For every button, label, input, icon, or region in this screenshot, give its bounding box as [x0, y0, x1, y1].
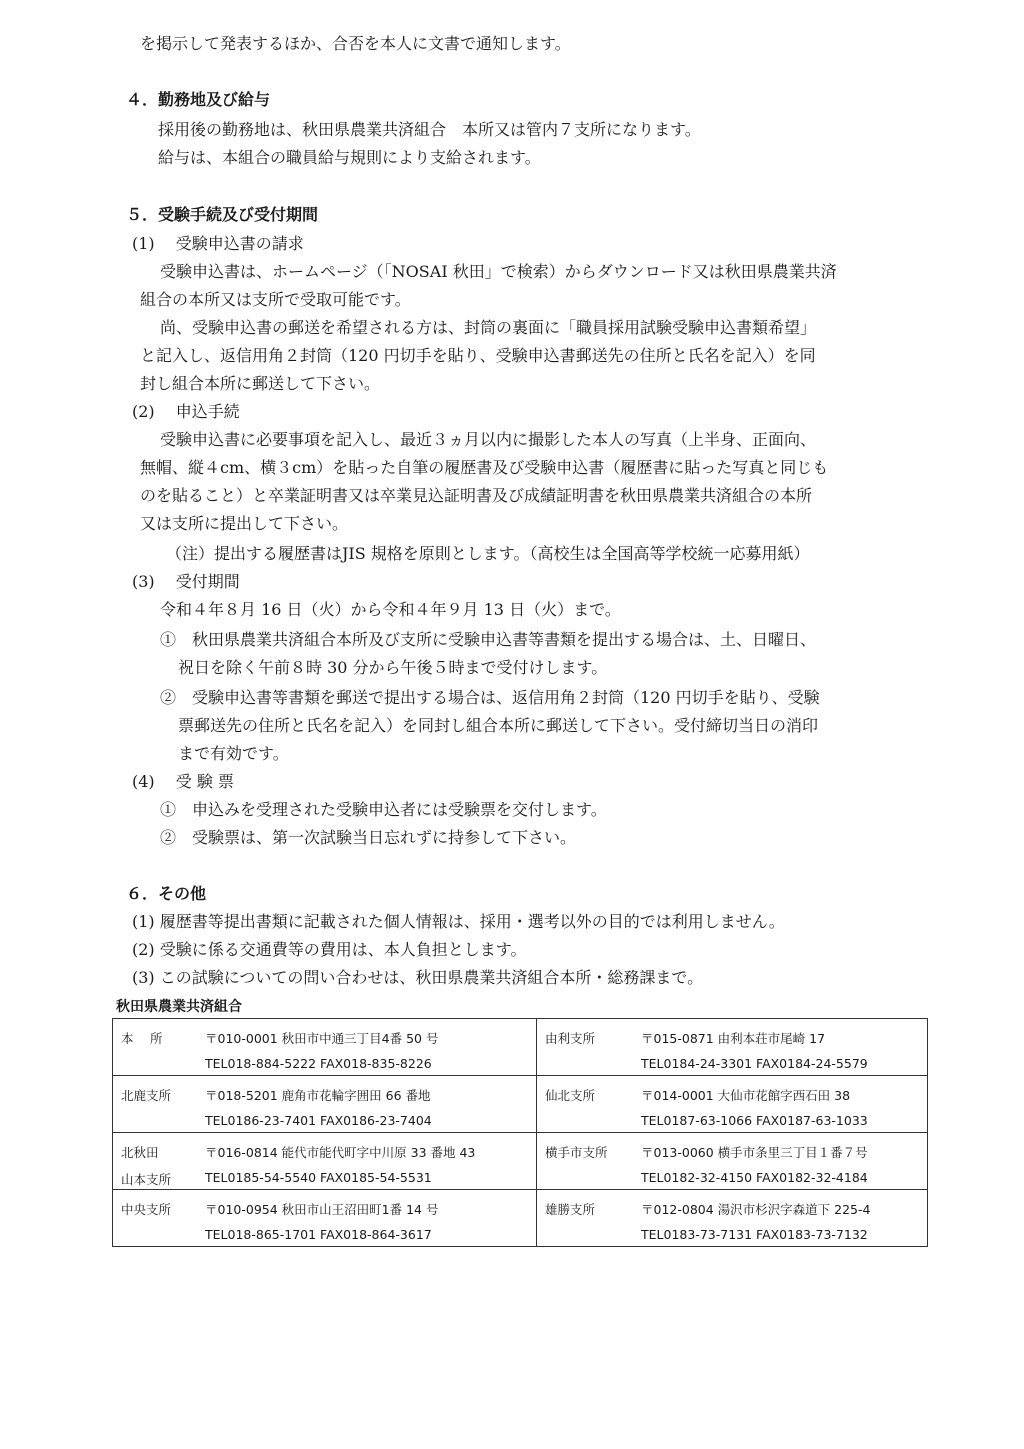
office-phone-fax: TEL0182-32-4150 FAX0182-32-4184	[641, 1170, 868, 1185]
office-name: 中央支所	[121, 1202, 172, 1217]
office-address: 〒014-0001 大仙市花館字西石田 38	[641, 1088, 851, 1103]
office-address: 〒010-0001 秋田市中通三丁目4番 50 号	[205, 1031, 439, 1046]
subsection-3-line: 祝日を除く午前８時 30 分から午後５時まで受付けします。	[178, 658, 608, 677]
office-name: 横手市支所	[545, 1145, 608, 1160]
office-cell	[113, 1133, 537, 1190]
office-name-line-2: 山本支所	[121, 1172, 172, 1187]
section-6-line: (3) この試験についての問い合わせは、秋田県農業共済組合本所・総務課まで。	[132, 968, 704, 987]
office-address: 〒012-0804 湯沢市杉沢字森道下 225-4	[641, 1202, 871, 1217]
office-address: 〒015-0871 由利本荘市尾崎 17	[641, 1031, 826, 1046]
subsection-4-line: ② 受験票は、第一次試験当日忘れずに持参して下さい。	[160, 828, 577, 847]
office-address: 〒018-5201 鹿角市花輪字囲田 66 番地	[205, 1088, 431, 1103]
subsection-4-line: ① 申込みを受理された受験申込者には受験票を交付します。	[160, 800, 607, 819]
subsection-1-line: 受験申込書は、ホームページ（「NOSAI 秋田」で検索）からダウンロード又は秋田県農業共済	[160, 262, 837, 281]
office-cell	[537, 1019, 928, 1076]
subsection-1-line: と記入し、返信用角２封筒（120 円切手を貼り、受験申込書郵送先の住所と氏名を記入）を同	[140, 346, 816, 365]
table-row	[113, 1076, 928, 1133]
subsection-1-line: 封し組合本所に郵送して下さい。	[140, 374, 381, 393]
office-cell	[113, 1019, 537, 1076]
section-4-line: 給与は、本組合の職員給与規則により支給されます。	[158, 148, 541, 167]
office-phone-fax: TEL018-884-5222 FAX018-835-8226	[205, 1056, 432, 1071]
table-row	[113, 1190, 928, 1247]
subsection-3-line: ① 秋田県農業共済組合本所及び支所に受験申込書等書類を提出する場合は、土、日曜日、	[160, 630, 817, 649]
office-cell	[537, 1190, 928, 1247]
office-contact-table	[112, 1018, 928, 1247]
intro-continuation: を掲示して発表するほか、合否を本人に文書で通知します。	[140, 34, 571, 53]
office-phone-fax: TEL0183-73-7131 FAX0183-73-7132	[641, 1227, 868, 1242]
office-phone-fax: TEL0186-23-7401 FAX0186-23-7404	[205, 1113, 432, 1128]
office-address: 〒016-0814 能代市能代町字中川原 33 番地 43	[205, 1145, 476, 1160]
subsection-3-line: まで有効です。	[178, 744, 289, 763]
office-name: 北鹿支所	[121, 1088, 172, 1103]
subsection-1-label: (1) 受験申込書の請求	[132, 234, 304, 253]
subsection-2-note: （注）提出する履歴書はJIS 規格を原則とします。（高校生は全国高等学校統一応募用紙）	[166, 544, 810, 563]
office-phone-fax: TEL0187-63-1066 FAX0187-63-1033	[641, 1113, 868, 1128]
office-phone-fax: TEL0184-24-3301 FAX0184-24-5579	[641, 1056, 868, 1071]
table-row	[113, 1019, 928, 1076]
office-cell	[537, 1076, 928, 1133]
office-cell	[537, 1133, 928, 1190]
subsection-3-line: 票郵送先の住所と氏名を記入）を同封し組合本所に郵送して下さい。受付締切当日の消印	[178, 716, 819, 735]
office-name: 仙北支所	[545, 1088, 596, 1103]
subsection-2-line: のを貼ること）と卒業証明書又は卒業見込証明書及び成績証明書を秋田県農業共済組合の本所	[140, 486, 813, 505]
organization-name: 秋田県農業共済組合	[116, 999, 242, 1015]
subsection-2-label: (2) 申込手続	[132, 402, 240, 421]
section-6-line: (1) 履歴書等提出書類に記載された個人情報は、採用・選考以外の目的では利用しません。	[132, 912, 785, 931]
office-cell	[113, 1076, 537, 1133]
section-5-heading: ５．受験手続及び受付期間	[126, 205, 319, 224]
section-4-line: 採用後の勤務地は、秋田県農業共済組合 本所又は管内７支所になります。	[158, 120, 701, 139]
table-row	[113, 1133, 928, 1190]
subsection-1-line: 尚、受験申込書の郵送を希望される方は、封筒の裏面に「職員採用試験受験申込書類希望」	[160, 318, 817, 337]
office-name: 由利支所	[545, 1031, 596, 1046]
subsection-3-line: 令和４年８月 16 日（火）から令和４年９月 13 日（火）まで。	[160, 600, 621, 619]
subsection-3-line: ② 受験申込書等書類を郵送で提出する場合は、返信用角２封筒（120 円切手を貼り、受験	[160, 688, 820, 707]
subsection-3-label: (3) 受付期間	[132, 572, 240, 591]
office-name: 北秋田	[121, 1145, 159, 1160]
office-name: 雄勝支所	[545, 1202, 596, 1217]
office-address: 〒013-0060 横手市条里三丁目１番７号	[641, 1145, 868, 1160]
office-phone-fax: TEL018-865-1701 FAX018-864-3617	[205, 1227, 432, 1242]
office-name: 本 所	[121, 1031, 163, 1046]
section-6-line: (2) 受験に係る交通費等の費用は、本人負担とします。	[132, 940, 527, 959]
office-phone-fax: TEL0185-54-5540 FAX0185-54-5531	[205, 1170, 432, 1185]
subsection-2-line: 又は支所に提出して下さい。	[140, 514, 349, 533]
subsection-2-line: 無帽、縦４cm、横３cm）を貼った自筆の履歴書及び受験申込書（履歴書に貼った写真と同じも	[140, 458, 829, 477]
section-6-heading: ６．その他	[126, 884, 207, 903]
subsection-1-line: 組合の本所又は支所で受取可能です。	[140, 290, 411, 309]
subsection-2-line: 受験申込書に必要事項を記入し、最近３ヵ月以内に撮影した本人の写真（上半身、正面向、	[160, 430, 817, 449]
office-cell	[113, 1190, 537, 1247]
office-address: 〒010-0954 秋田市山王沼田町1番 14 号	[205, 1202, 439, 1217]
subsection-4-label: (4) 受 験 票	[132, 772, 234, 791]
section-4-heading: ４．勤務地及び給与	[126, 90, 271, 109]
